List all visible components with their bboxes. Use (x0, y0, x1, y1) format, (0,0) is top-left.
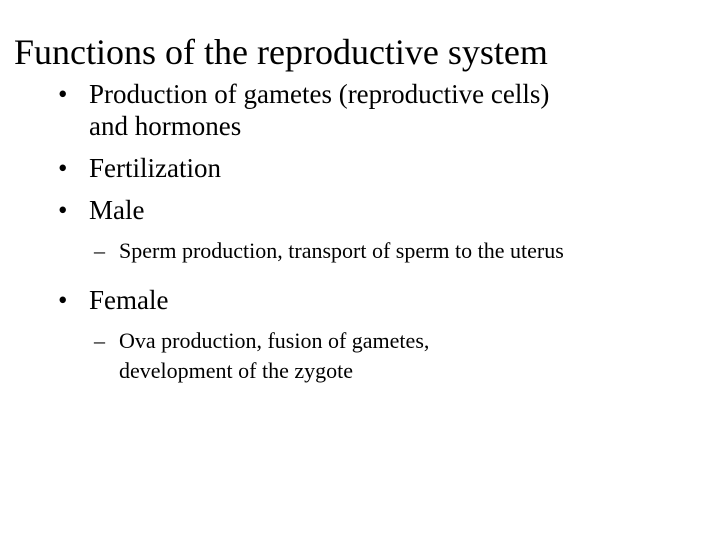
sub-bullet-male (0, 236, 720, 266)
bullet-gametes (0, 78, 720, 142)
bullet-fertilization-text: Fertilization (89, 153, 221, 183)
bullet-male (0, 194, 720, 226)
sub-bullet-female (0, 326, 720, 386)
sub-bullet-marker: – (94, 328, 105, 353)
bullet-gametes-line2: and hormones (89, 111, 242, 141)
bullet-female (0, 284, 720, 316)
bullet-marker: • (58, 79, 68, 109)
sub-bullet-female-line2: development of the zygote (119, 358, 353, 383)
bullet-gametes-line1: Production of gametes (reproductive cells) (89, 79, 550, 109)
sub-bullet-marker: – (94, 238, 105, 263)
bullet-female-text: Female (89, 285, 169, 315)
sub-bullet-male-text: Sperm production, transport of sperm to the uterus (119, 238, 564, 263)
bullet-marker: • (58, 153, 68, 183)
sub-bullet-female-line1: Ova production, fusion of gametes, (119, 328, 430, 353)
slide-body (0, 78, 720, 396)
bullet-marker: • (58, 285, 68, 315)
slide-title: Functions of the reproductive system (14, 32, 548, 72)
bullet-fertilization (0, 152, 720, 184)
bullet-marker: • (58, 195, 68, 225)
bullet-male-text: Male (89, 195, 145, 225)
